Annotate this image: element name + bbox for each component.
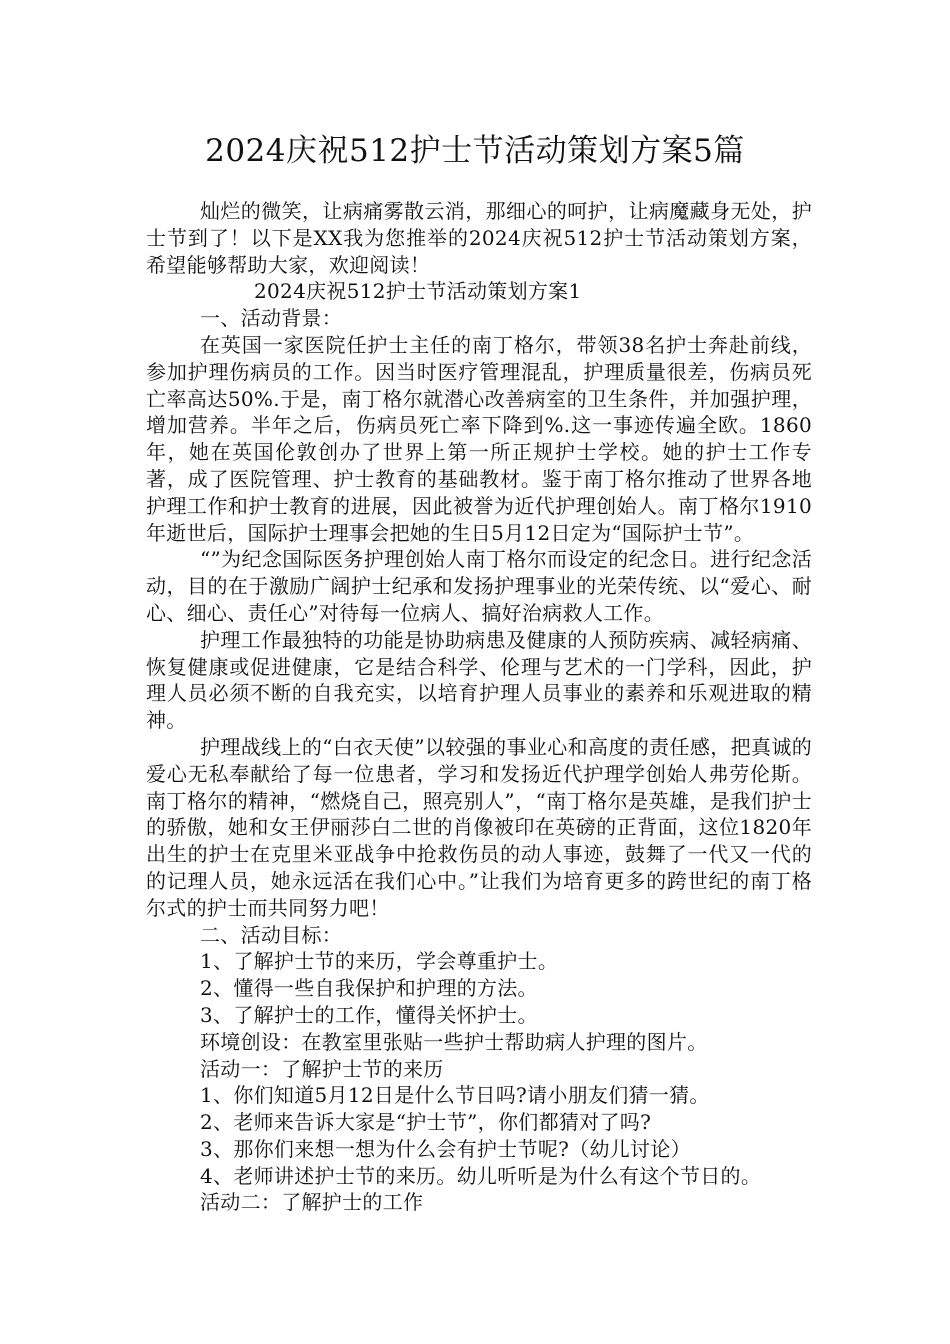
intro-paragraph: 灿烂的微笑，让病痛雾散云消，那细心的呵护，让病魔藏身无处，护士节到了！以下是XX我为您推举的2024庆祝512护士节活动策划方案，希望能够帮助大家，欢迎阅读！	[146, 199, 812, 277]
heading-background: 一、活动背景：	[200, 306, 343, 331]
goal-item: 2、懂得一些自我保护和护理的方法。	[200, 976, 538, 1001]
activity-step: 2、老师来告诉大家是“护士节”，你们都猜对了吗?	[200, 1110, 652, 1135]
heading-goals: 二、活动目标：	[200, 922, 343, 947]
goal-item: 3、了解护士的工作，懂得关怀护士。	[200, 1002, 538, 1027]
document-body	[146, 198, 812, 1216]
environment-setup: 环境创设：在教室里张贴一些护士帮助病人护理的图片。	[200, 1029, 708, 1054]
activity-step: 1、你们知道5月12日是什么节日吗?请小朋友们猜一猜。	[200, 1083, 710, 1108]
heading-activity-two: 活动二：了解护士的工作	[200, 1190, 424, 1215]
section-subtitle: 2024庆祝512护士节活动策划方案1	[254, 279, 582, 304]
heading-activity-one: 活动一：了解护士节的来历	[200, 1056, 444, 1081]
paragraph-white-angel: 护理战线上的“白衣天使”以较强的事业心和高度的责任感，把真诚的爱心无私奉献给了每一位患者，学习和发扬近代护理学创始人弗劳伦斯。南丁格尔的精神，“燃烧自己，照亮别人”，“南丁格尔是英雄，是我们护士的骄傲，她和女王伊丽莎白二世的肖像被印在英磅的正背面，这位1820年出生的护士在克里米亚战争中抢救伤员的动人事迹，鼓舞了一代又一代的的记理人员，她永远活在我们心中。”让我们为培育更多的跨世纪的南丁格尔式的护士而共同努力吧！	[146, 734, 812, 920]
paragraph-memorial: “”为纪念国际医务护理创始人南丁格尔而设定的纪念日。进行纪念活动，目的在于激励广阔护士纪承和发扬护理事业的光荣传统、以“爱心、耐心、细心、责任心”对待每一位病人、搞好治病救人工作。	[146, 547, 812, 625]
paragraph-nursing-function: 护理工作最独特的功能是协助病患及健康的人预防疾病、减轻病痛、恢复健康或促进健康，它是结合科学、伦理与艺术的一门学科，因此，护理人员必须不断的自我充实，以培育护理人员事业的素养和乐观进取的精神。	[146, 627, 812, 733]
paragraph-background: 在英国一家医院任护士主任的南丁格尔，带领38名护士奔赴前线，参加护理伤病员的工作。因当时医疗管理混乱，护理质量很差，伤病员死亡率高达50%.于是，南丁格尔就潜心改善病室的卫生条件，并加强护理，增加营养。半年之后，伤病员死亡率下降到%.这一事迹传遍全欧。1860年，她在英国伦敦创办了世界上第一所正规护士学校。她的护士工作专著，成了医院管理、护士教育的基础教材。鉴于南丁格尔推动了世界各地护理工作和护士教育的进展，因此被誉为近代护理创始人。南丁格尔1910年逝世后，国际护士理事会把她的生日5月12日定为“国际护士节”。	[146, 332, 812, 545]
document-title: 2024庆祝512护士节活动策划方案5篇	[205, 133, 745, 169]
activity-step: 4、老师讲述护士节的来历。幼儿听听是为什么有这个节日的。	[200, 1163, 762, 1188]
goal-item: 1、了解护士节的来历，学会尊重护士。	[200, 949, 559, 974]
activity-step: 3、那你们来想一想为什么会有护士节呢?（幼儿讨论）	[200, 1136, 691, 1161]
